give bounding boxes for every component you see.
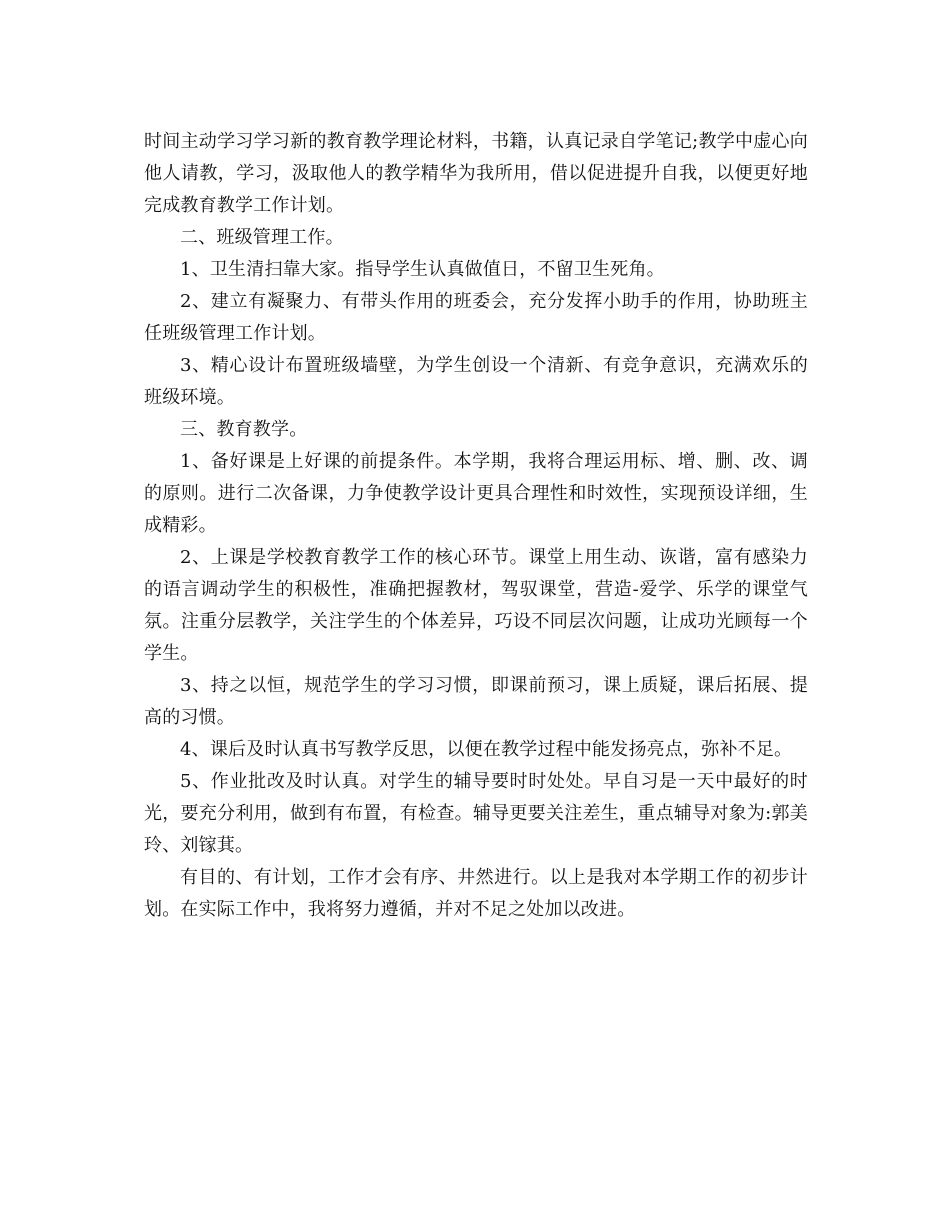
paragraph: 2、上课是学校教育教学工作的核心环节。课堂上用生动、诙谐，富有感染力的语言调动学生的积极性，准确把握教材，驾驭课堂，营造-爱学、乐学的课堂气氛。注重分层教学，关注学生的个体差异，巧设不同层次问题，让成功光顾每一个学生。	[144, 547, 808, 664]
paragraph: 3、持之以恒，规范学生的学习习惯，即课前预习，课上质疑，课后拓展、提高的习惯。	[144, 675, 808, 728]
paragraph: 3、精心设计布置班级墙壁，为学生创设一个清新、有竞争意识，充满欢乐的班级环境。	[144, 355, 808, 408]
paragraph: 1、备好课是上好课的前提条件。本学期，我将合理运用标、增、删、改、调的原则。进行二次备课，力争使教学设计更具合理性和时效性，实现预设详细，生成精彩。	[144, 451, 808, 536]
paragraph: 时间主动学习学习新的教育教学理论材料，书籍，认真记录自学笔记;教学中虚心向他人请教，学习，汲取他人的教学精华为我所用，借以促进提升自我，以便更好地完成教育教学工作计划。	[144, 131, 808, 216]
section-heading: 二、班级管理工作。	[180, 227, 344, 248]
paragraph: 有目的、有计划，工作才会有序、井然进行。以上是我对本学期工作的初步计划。在实际工作中，我将努力遵循，并对不足之处加以改进。	[144, 867, 808, 920]
paragraph: 2、建立有凝聚力、有带头作用的班委会，充分发挥小助手的作用，协助班主任班级管理工作计划。	[144, 291, 808, 344]
paragraph: 1、卫生清扫靠大家。指导学生认真做值日，不留卫生死角。	[180, 259, 665, 280]
paragraph: 5、作业批改及时认真。对学生的辅导要时时处处。早自习是一天中最好的时光，要充分利用，做到有布置，有检查。辅导更要关注差生，重点辅导对象为:郭美玲、刘镓萁。	[144, 771, 808, 856]
document-body	[144, 126, 808, 926]
section-heading: 三、教育教学。	[180, 419, 308, 440]
paragraph: 4、课后及时认真书写教学反思，以便在教学过程中能发扬亮点，弥补不足。	[180, 739, 793, 760]
